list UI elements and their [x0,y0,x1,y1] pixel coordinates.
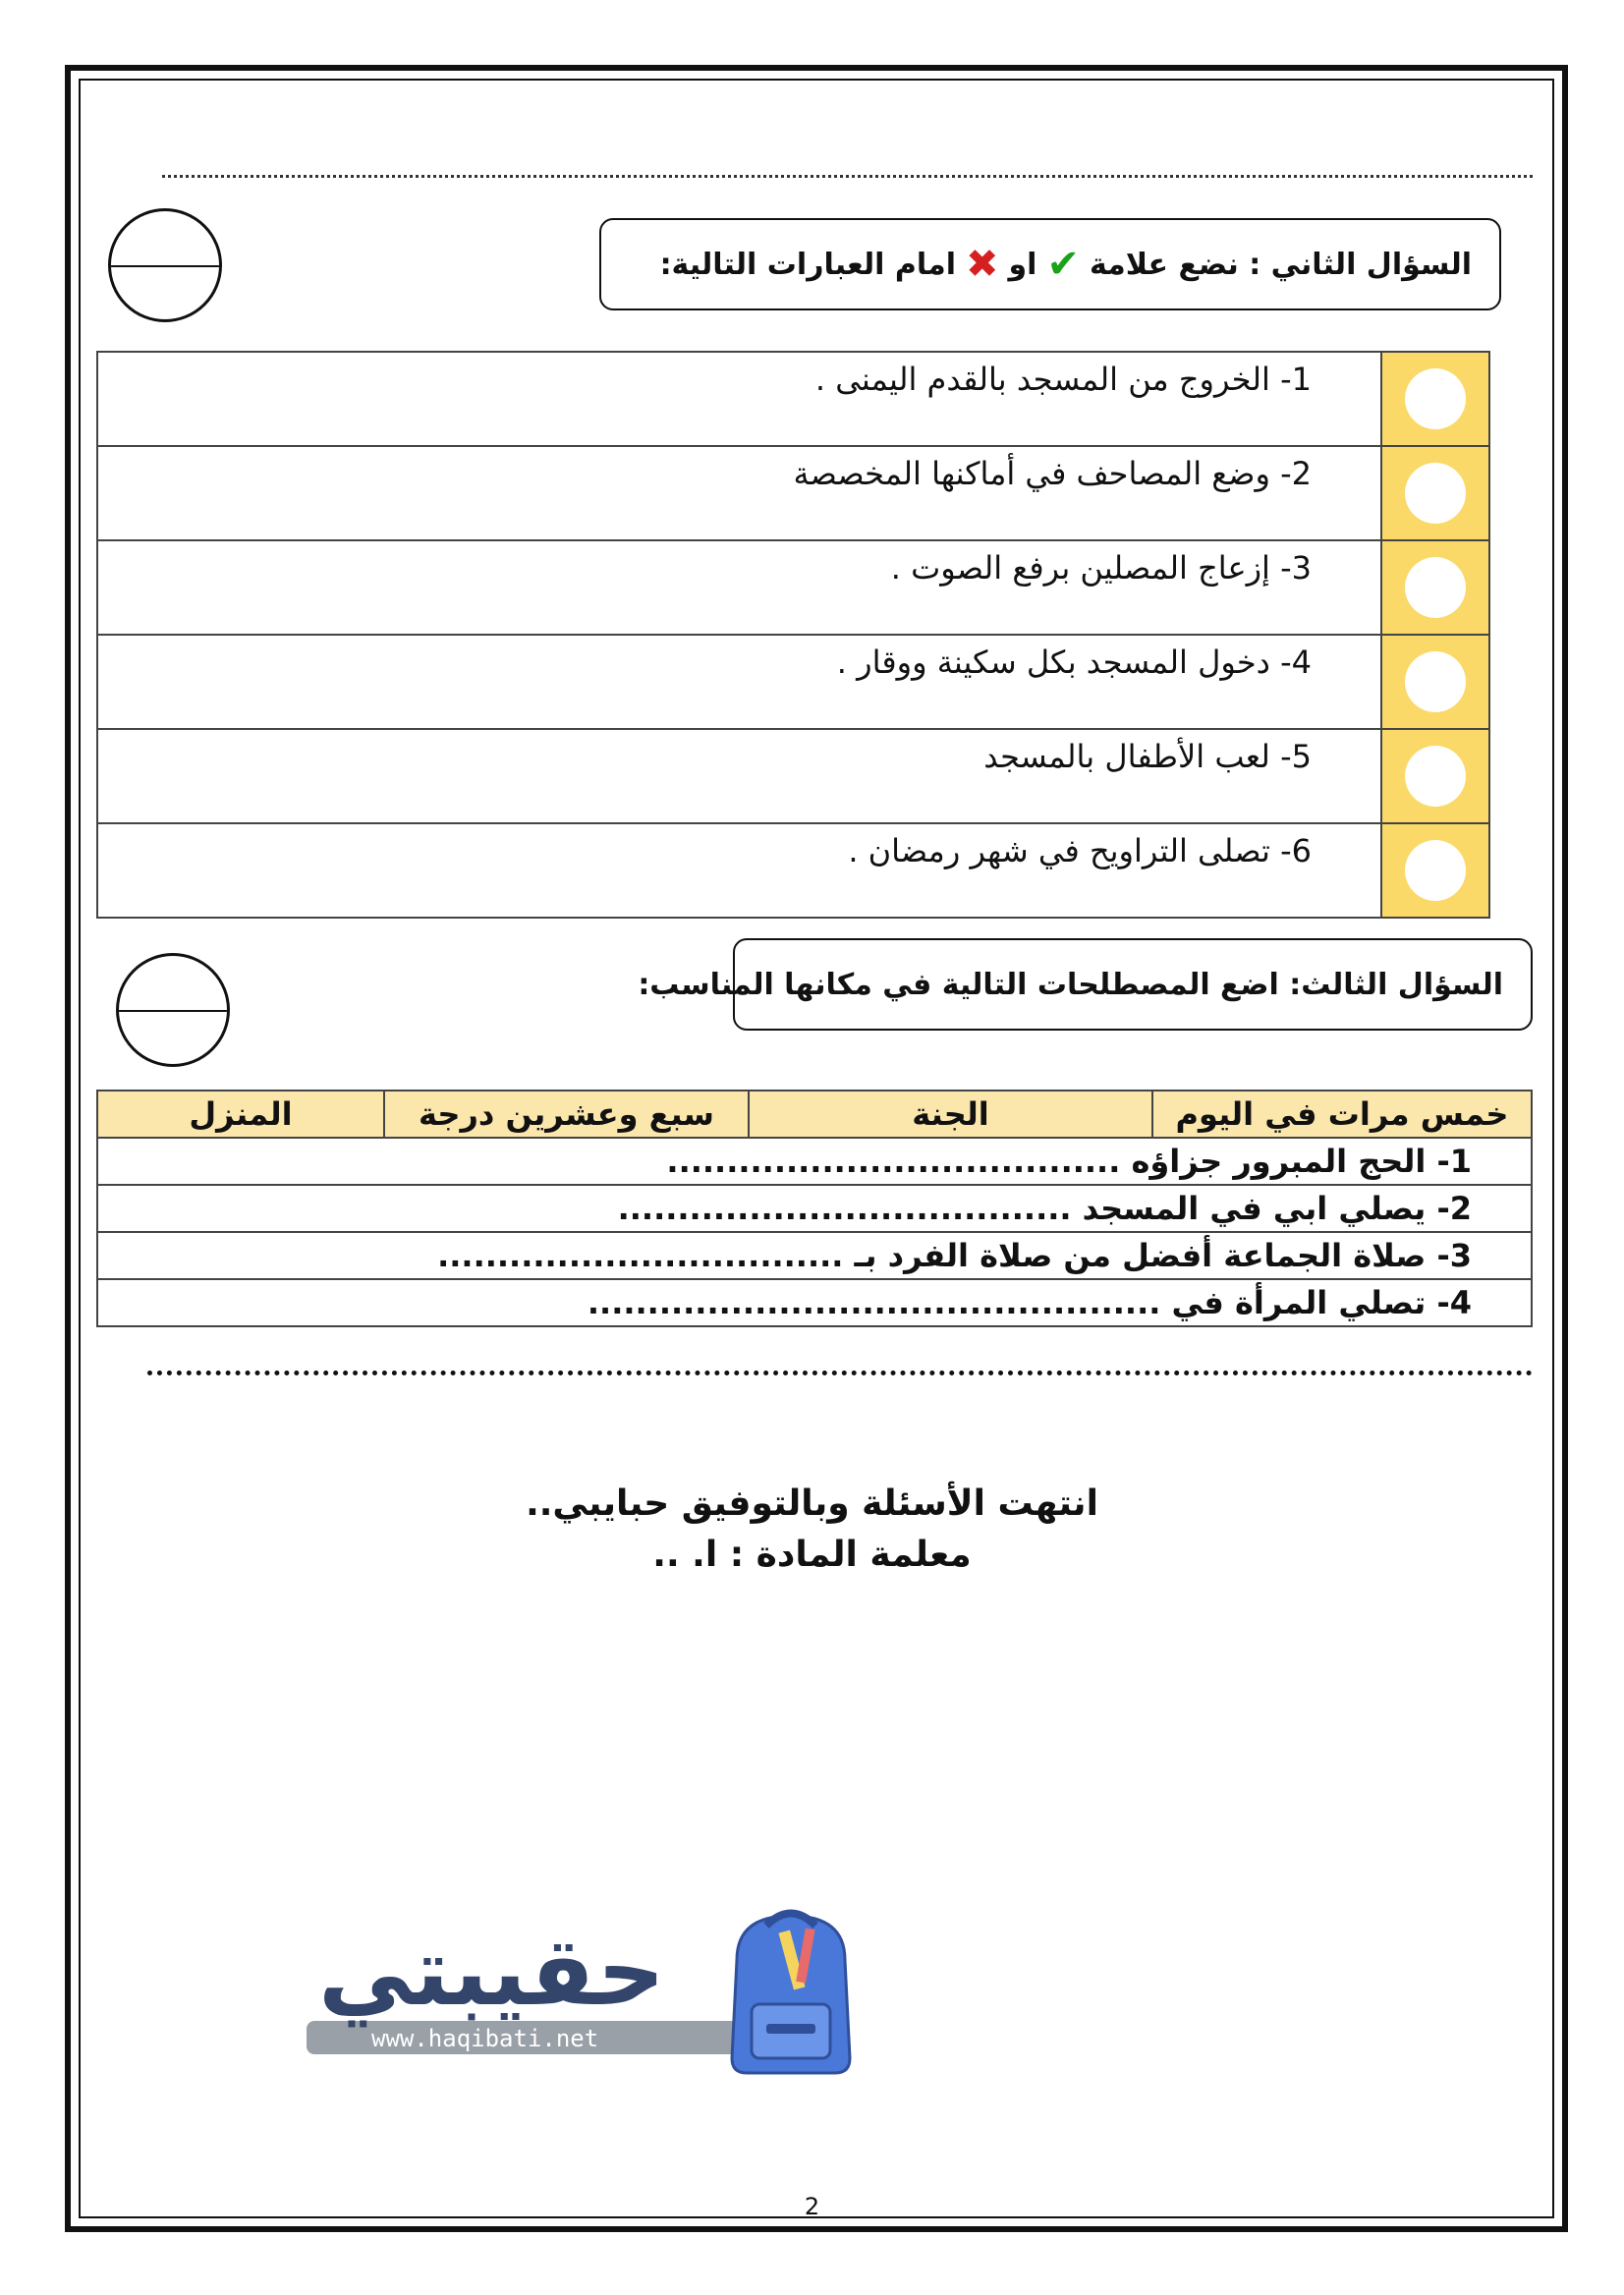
table-row [97,823,1489,918]
table-row [97,1232,1532,1279]
q3-title: السؤال الثالث: اضع المصطلحات التالية في مكانها المناسب: [638,967,1503,1002]
q2-title-box [599,218,1501,310]
sentence-cell [97,1185,1532,1232]
table-row [97,446,1489,540]
answer-circle[interactable] [1405,651,1466,712]
haqibati-logo[interactable] [305,1901,855,2078]
true-false-table [96,351,1490,919]
answer-circle[interactable] [1405,840,1466,901]
closing-message: انتهت الأسئلة وبالتوفيق حبايبي.. [526,1483,1098,1524]
q2-title-prefix: السؤال الثاني : نضع علامة [1089,247,1472,282]
table-row [97,729,1489,823]
check-icon: ✔ [1046,242,1080,287]
answer-cell[interactable] [1381,540,1489,635]
terms-row [97,1091,1532,1138]
table-row [97,1138,1532,1185]
teacher-signature: معلمة المادة : ا. .. [652,1535,972,1575]
answer-blank[interactable]: .................................. [437,1237,844,1274]
statement-text: 6- تصلى التراويح في شهر رمضان . [97,823,1381,918]
sentence-text: 4- تصلي المرأة في [1171,1284,1472,1321]
answer-blank[interactable]: ...................................... [617,1190,1072,1227]
term-cell: الجنة [749,1091,1152,1138]
statement-text: 4- دخول المسجد بكل سكينة ووقار . [97,635,1381,729]
table-row [97,540,1489,635]
answer-blank[interactable]: ...................................... [666,1143,1121,1180]
logo-name: حقيبتي [318,1917,665,2027]
fill-blank-table [96,1090,1533,1327]
cross-icon: ✖ [966,242,999,287]
logo-url: www.haqibati.net [371,2025,599,2052]
table-row [97,635,1489,729]
answer-circle[interactable] [1405,746,1466,807]
answer-circle[interactable] [1405,557,1466,618]
top-dotted-line [162,175,1533,178]
page-number: 2 [804,2193,820,2220]
statement-text: 2- وضع المصاحف في أماكنها المخصصة [97,446,1381,540]
backpack-icon [732,1914,850,2074]
term-cell: خمس مرات في اليوم [1152,1091,1532,1138]
answer-blank[interactable]: ................................................ [587,1284,1161,1321]
answer-cell[interactable] [1381,446,1489,540]
answer-cell[interactable] [1381,823,1489,918]
table-row [97,1279,1532,1326]
sentence-cell [97,1138,1532,1185]
sentence-text: 2- يصلي ابي في المسجد [1082,1190,1472,1227]
statement-text: 3- إزعاج المصلين برفع الصوت . [97,540,1381,635]
answer-cell[interactable] [1381,352,1489,446]
answer-circle[interactable] [1405,368,1466,429]
answer-cell[interactable] [1381,635,1489,729]
term-cell: المنزل [97,1091,384,1138]
answer-circle[interactable] [1405,463,1466,524]
table-row [97,1185,1532,1232]
sentence-cell [97,1232,1532,1279]
sentence-text: 1- الحج المبرور جزاؤه [1131,1143,1472,1180]
statement-text: 5- لعب الأطفال بالمسجد [97,729,1381,823]
term-cell: سبع وعشرين درجة [384,1091,749,1138]
table-row [97,352,1489,446]
q3-title-box [638,938,1533,1031]
q2-title-or: او [1008,247,1037,282]
section-divider [147,1371,1533,1375]
answer-cell[interactable] [1381,729,1489,823]
statement-text: 1- الخروج من المسجد بالقدم اليمنى . [97,352,1381,446]
sentence-text: 3- صلاة الجماعة أفضل من صلاة الفرد بـ [854,1237,1472,1274]
logo-graphic [305,1901,855,2078]
q2-score-circle [108,208,222,322]
q3-score-circle [116,953,230,1067]
q2-title-suffix: امام العبارات التالية: [659,247,957,282]
sentence-cell [97,1279,1532,1326]
